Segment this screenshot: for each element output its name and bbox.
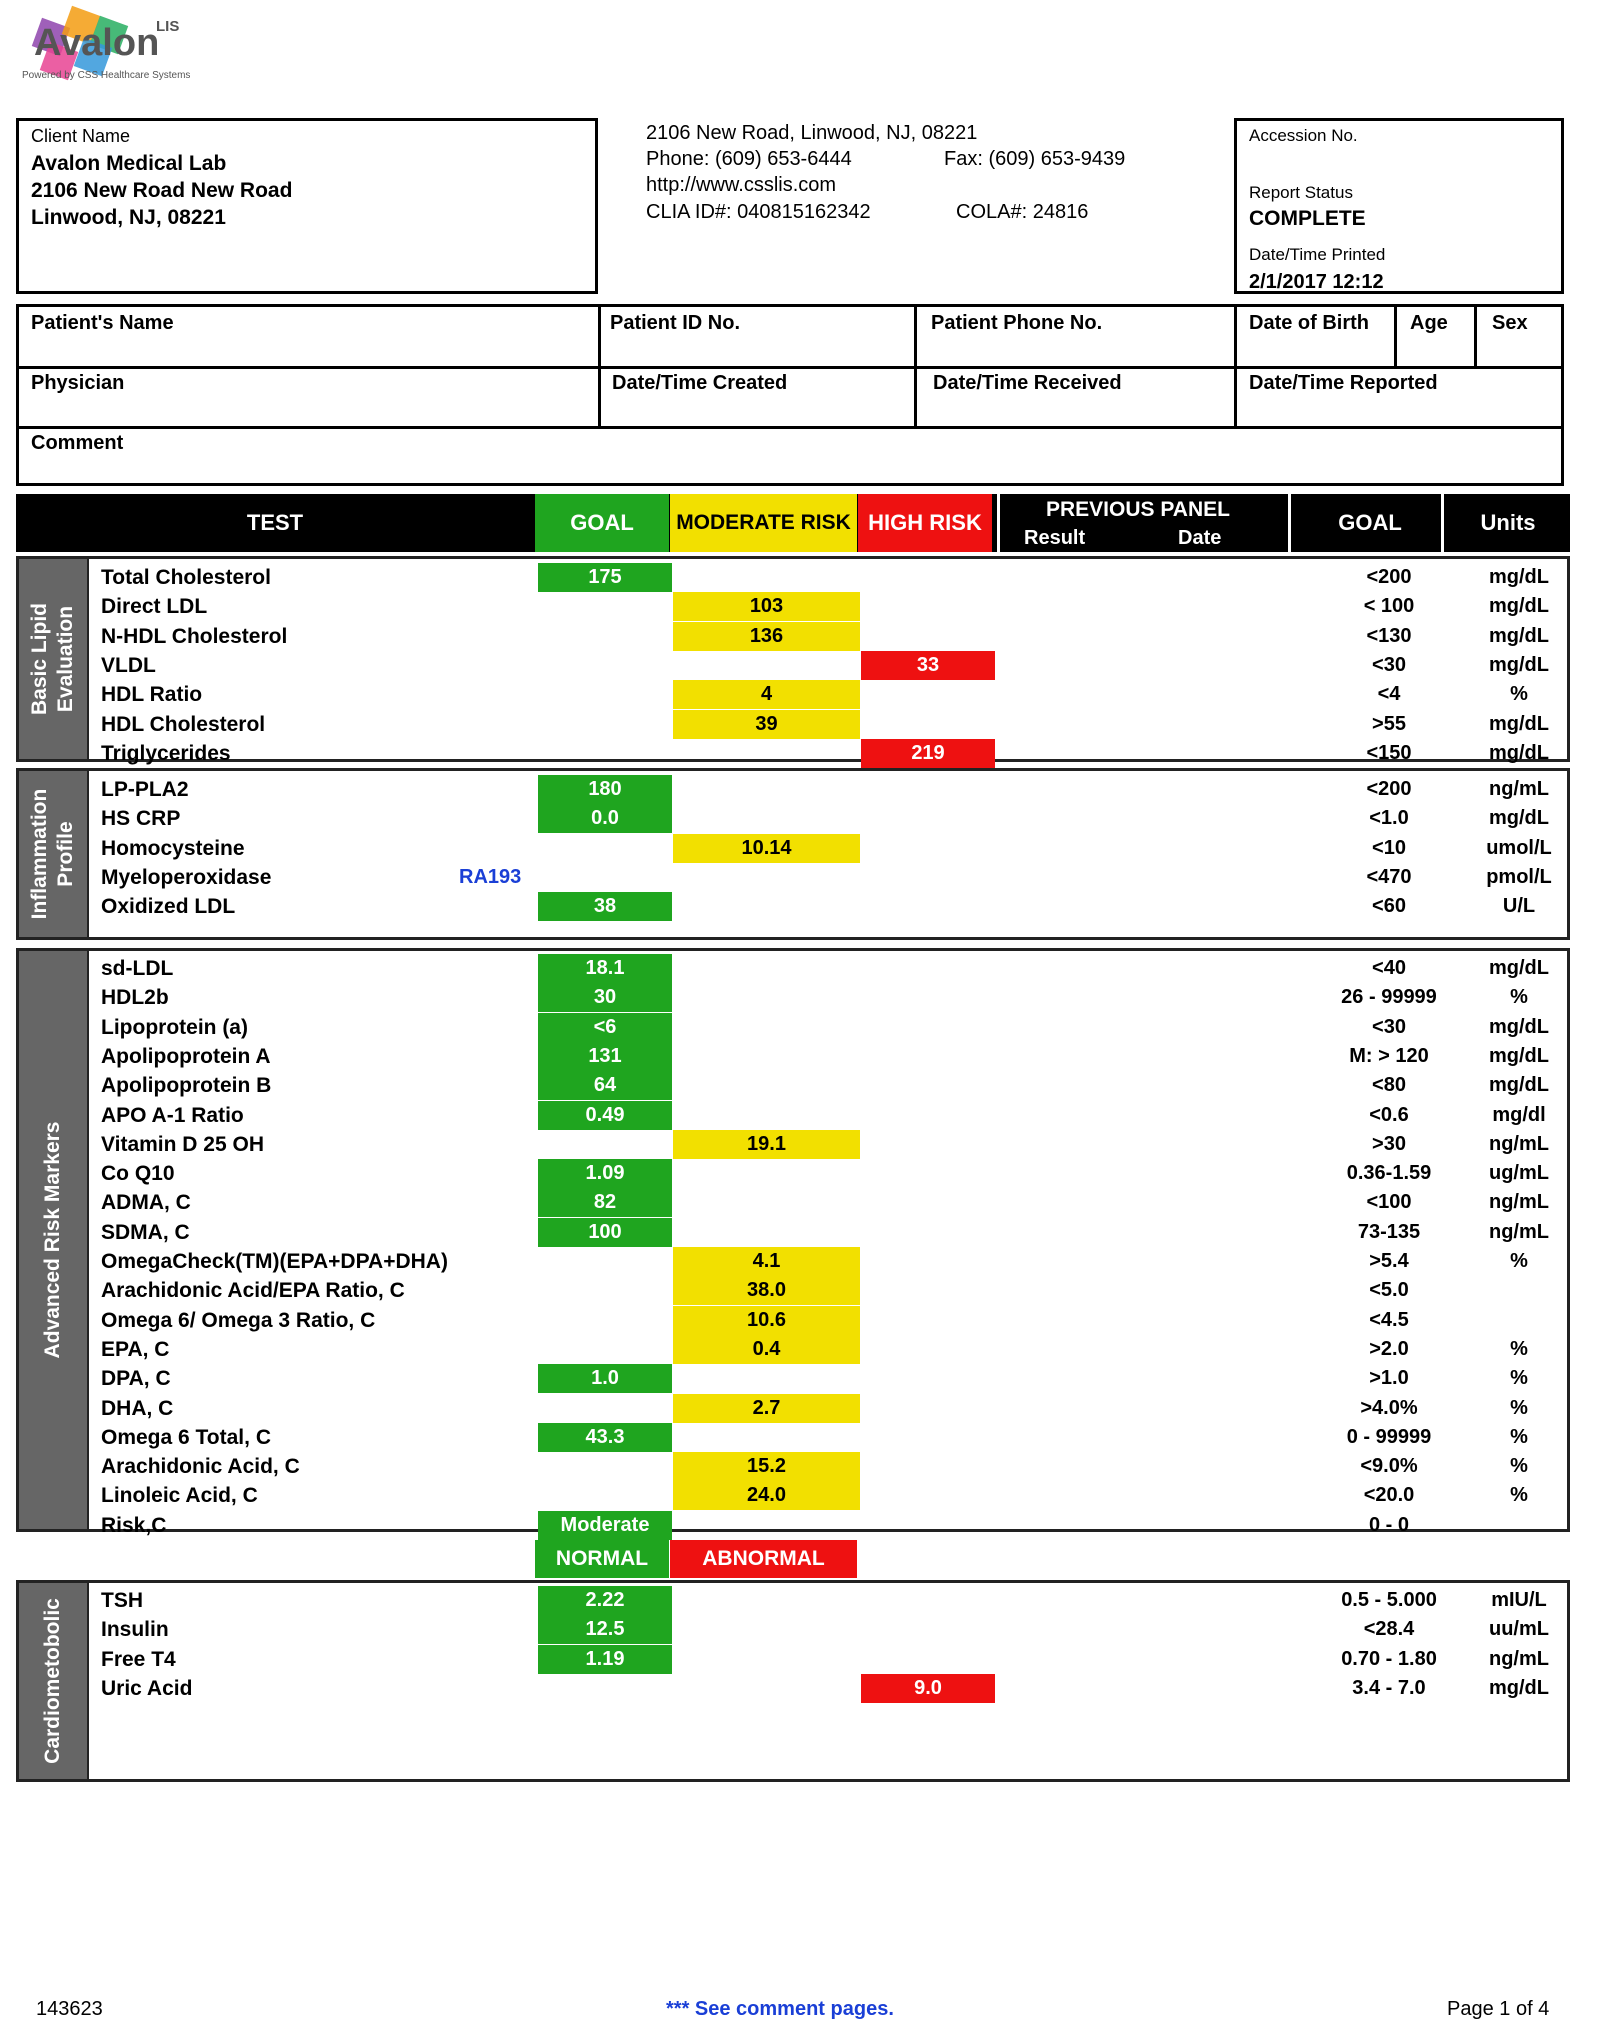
- test-name: HDL Cholesterol: [101, 712, 266, 736]
- lab-fax: Fax: (609) 653-9439: [944, 148, 1126, 170]
- units: %: [1510, 683, 1528, 706]
- table-row: [19, 1218, 1573, 1247]
- header-divider: [1441, 494, 1444, 552]
- table-row: [19, 1159, 1573, 1188]
- table-row: [19, 1306, 1573, 1335]
- test-name: Apolipoprotein B: [101, 1074, 272, 1098]
- reference-range: >2.0: [1369, 1337, 1409, 1360]
- goal-result: 1.19: [538, 1645, 672, 1674]
- dob-label: Date of Birth: [1249, 312, 1369, 334]
- units: mg/dL: [1489, 1074, 1549, 1097]
- reference-range: <200: [1366, 778, 1412, 800]
- normal-label: NORMAL: [535, 1540, 669, 1578]
- table-row: [19, 1101, 1573, 1130]
- table-row: [19, 1071, 1573, 1100]
- moderate-result: 4.1: [673, 1247, 860, 1276]
- test-name: Lipoprotein (a): [101, 1015, 248, 1039]
- goal-result: 175: [538, 563, 672, 592]
- reference-range: <10: [1372, 836, 1406, 859]
- units: ng/mL: [1489, 1647, 1549, 1670]
- units: mg/dL: [1489, 807, 1549, 830]
- units: mg/dL: [1489, 624, 1549, 647]
- goal-result: 180: [538, 775, 672, 804]
- units: %: [1510, 1396, 1528, 1419]
- test-name: Triglycerides: [101, 741, 231, 765]
- test-name: Direct LDL: [101, 595, 208, 619]
- reference-range: M: > 120: [1349, 1044, 1429, 1067]
- units: ug/mL: [1489, 1162, 1549, 1185]
- table-row: [19, 592, 1573, 621]
- logo-superscript: LIS: [156, 18, 180, 35]
- test-name: Apolipoprotein A: [101, 1044, 271, 1068]
- units: %: [1510, 1484, 1528, 1507]
- grid-line: [1394, 307, 1397, 366]
- table-row: [19, 1042, 1573, 1071]
- units: uu/mL: [1489, 1618, 1549, 1641]
- reference-range: <9.0%: [1360, 1455, 1418, 1478]
- patient-grid: [16, 304, 1564, 486]
- client-label: Client Name: [31, 126, 131, 146]
- header-test: TEST: [246, 510, 304, 535]
- test-name: Risk,C: [101, 1513, 167, 1537]
- client-box: [16, 118, 598, 294]
- goal-result: <6: [538, 1013, 672, 1042]
- reference-range: <60: [1372, 895, 1406, 918]
- footer-id: 143623: [36, 1998, 103, 2020]
- table-row: [19, 739, 1573, 768]
- table-row: [19, 622, 1573, 651]
- test-name: DPA, C: [101, 1367, 171, 1391]
- reference-range: <1.0: [1369, 807, 1409, 830]
- reference-range: 0.5 - 5.000: [1341, 1589, 1437, 1611]
- reference-range: <28.4: [1363, 1618, 1415, 1641]
- goal-result: 1.0: [538, 1364, 672, 1393]
- moderate-result: 38.0: [673, 1276, 860, 1305]
- test-name: SDMA, C: [101, 1220, 190, 1244]
- goal-result: 131: [538, 1042, 672, 1071]
- reference-range: <100: [1366, 1191, 1412, 1214]
- header-result: Result: [1024, 527, 1086, 549]
- moderate-result: 136: [673, 622, 860, 651]
- test-name: Arachidonic Acid/EPA Ratio, C: [101, 1279, 405, 1303]
- group-label: Cardiometobolic: [41, 1598, 64, 1764]
- reference-range: 0.70 - 1.80: [1341, 1647, 1437, 1670]
- test-name: Free T4: [101, 1647, 176, 1671]
- logo-name: Avalon: [34, 22, 160, 64]
- moderate-result: 10.6: [673, 1306, 860, 1335]
- test-name: Oxidized LDL: [101, 895, 236, 919]
- reference-range: <30: [1372, 653, 1406, 676]
- grid-line: [1234, 307, 1237, 426]
- header-divider: [1288, 494, 1291, 552]
- reference-range: <470: [1366, 865, 1412, 888]
- test-name: DHA, C: [101, 1396, 174, 1420]
- units: mg/dL: [1489, 653, 1549, 676]
- units: umol/L: [1486, 836, 1552, 859]
- test-name: EPA, C: [101, 1337, 170, 1361]
- test-name: Homocysteine: [101, 836, 245, 860]
- header-divider: [997, 494, 1000, 552]
- goal-result: 0.49: [538, 1101, 672, 1130]
- header-moderate: MODERATE RISK: [670, 494, 857, 552]
- goal-result: 30: [538, 983, 672, 1012]
- table-row: [19, 834, 1573, 863]
- table-row: [19, 1335, 1573, 1364]
- lab-url[interactable]: http://www.csslis.com: [646, 174, 837, 196]
- test-name: ADMA, C: [101, 1191, 191, 1215]
- reference-range: <0.6: [1369, 1103, 1409, 1126]
- lab-phone: Phone: (609) 653-6444: [646, 148, 852, 170]
- group-1: [16, 768, 1570, 940]
- reference-range: 73-135: [1357, 1220, 1421, 1243]
- header-goal2: GOAL: [1338, 510, 1402, 535]
- lab-address: 2106 New Road, Linwood, NJ, 08221: [646, 122, 978, 144]
- comment-label: Comment: [31, 432, 124, 454]
- physician-label: Physician: [31, 372, 125, 394]
- logo-tagline: Powered by CSS Healthcare Systems: [22, 70, 191, 81]
- patient-name-label: Patient's Name: [31, 312, 174, 334]
- header-goal: GOAL: [535, 494, 669, 552]
- reference-range: >55: [1372, 712, 1406, 735]
- reference-range: <4.5: [1369, 1308, 1409, 1331]
- test-name: HDL2b: [101, 986, 169, 1010]
- client-address1: 2106 New Road New Road: [31, 179, 293, 202]
- reference-range: >5.4: [1369, 1250, 1409, 1272]
- group-0: [16, 556, 1570, 765]
- reference-range: 0.36-1.59: [1346, 1162, 1432, 1185]
- table-row: [19, 1013, 1573, 1042]
- reference-range: <130: [1366, 624, 1412, 647]
- high-result: 9.0: [861, 1674, 995, 1703]
- goal-result: 43.3: [538, 1423, 672, 1452]
- test-name: Vitamin D 25 OH: [101, 1132, 264, 1156]
- test-name: Uric Acid: [101, 1676, 193, 1700]
- goal-result: 2.22: [538, 1586, 672, 1615]
- units: %: [1510, 986, 1528, 1009]
- group-label: Advanced Risk Markers: [41, 1121, 64, 1359]
- moderate-result: 10.14: [673, 834, 860, 863]
- units: [1449, 1276, 1589, 1305]
- moderate-result: 19.1: [673, 1130, 860, 1159]
- table-row: [19, 1452, 1573, 1481]
- units: %: [1510, 1425, 1528, 1448]
- table-row: [19, 983, 1573, 1012]
- table-row: [19, 1586, 1573, 1615]
- table-row: [19, 1247, 1573, 1276]
- patient-phone-label: Patient Phone No.: [931, 312, 1103, 334]
- table-row: [19, 680, 1573, 709]
- units: ng/mL: [1489, 778, 1549, 800]
- abnormal-label: ABNORMAL: [670, 1540, 857, 1578]
- group-label: Inflammation Profile: [28, 788, 77, 920]
- moderate-result: 24.0: [673, 1481, 860, 1510]
- client-address2: Linwood, NJ, 08221: [31, 206, 226, 229]
- goal-result: 1.09: [538, 1159, 672, 1188]
- units: ng/mL: [1489, 1191, 1549, 1214]
- goal-result: 100: [538, 1218, 672, 1247]
- reference-range: <30: [1372, 1015, 1406, 1038]
- reported-label: Date/Time Reported: [1249, 372, 1438, 394]
- grid-line: [598, 307, 601, 426]
- goal-result: 12.5: [538, 1615, 672, 1644]
- table-row: [19, 710, 1573, 739]
- grid-line: [1474, 307, 1477, 366]
- reference-range: < 100: [1363, 595, 1415, 618]
- table-row: [19, 1615, 1573, 1644]
- lab-clia: CLIA ID#: 040815162342: [646, 201, 871, 223]
- test-name: Omega 6/ Omega 3 Ratio, C: [101, 1308, 376, 1332]
- units: [1449, 1511, 1589, 1540]
- table-row: [19, 1130, 1573, 1159]
- goal-result: 82: [538, 1188, 672, 1217]
- grid-line: [19, 426, 1561, 429]
- moderate-result: 0.4: [673, 1335, 860, 1364]
- reference-range: 3.4 - 7.0: [1352, 1676, 1426, 1699]
- units: mIU/L: [1491, 1589, 1547, 1611]
- test-name: Omega 6 Total, C: [101, 1425, 271, 1449]
- units: mg/dL: [1489, 595, 1549, 618]
- reference-range: <40: [1372, 957, 1406, 979]
- header-high: HIGH RISK: [858, 494, 992, 552]
- reference-range: <80: [1372, 1074, 1406, 1097]
- table-row: [19, 804, 1573, 833]
- test-name: Linoleic Acid, C: [101, 1484, 258, 1508]
- test-name: APO A-1 Ratio: [101, 1103, 244, 1127]
- table-row: [19, 563, 1573, 592]
- header-date: Date: [1178, 527, 1222, 549]
- client-name: Avalon Medical Lab: [31, 152, 227, 175]
- grid-line: [19, 366, 1561, 369]
- logo: [20, 6, 190, 86]
- group-2: [16, 948, 1570, 1537]
- test-name: HDL Ratio: [101, 683, 203, 707]
- reference-range: <5.0: [1369, 1279, 1409, 1302]
- units: mg/dL: [1489, 741, 1549, 764]
- units: %: [1510, 1337, 1528, 1360]
- units: mg/dL: [1489, 1676, 1549, 1699]
- test-extra-code: RA193: [459, 865, 522, 888]
- table-row: [19, 892, 1573, 921]
- test-name: sd-LDL: [101, 957, 174, 980]
- report-status-label: Report Status: [1249, 183, 1353, 202]
- reference-range: 0 - 0: [1368, 1513, 1410, 1536]
- accession-label: Accession No.: [1249, 126, 1358, 145]
- printed-label: Date/Time Printed: [1249, 245, 1386, 264]
- reference-range: 0 - 99999: [1346, 1425, 1432, 1448]
- table-row: [19, 775, 1573, 804]
- goal-result: 38: [538, 892, 672, 921]
- reference-range: <200: [1366, 566, 1412, 588]
- table-row: [19, 1511, 1573, 1540]
- reference-range: 26 - 99999: [1341, 986, 1437, 1009]
- reference-range: <4: [1377, 683, 1401, 706]
- units: ng/mL: [1489, 1220, 1549, 1243]
- group-label: Basic Lipid Evaluation: [28, 602, 77, 716]
- table-row: [19, 1394, 1573, 1423]
- units: %: [1510, 1367, 1528, 1390]
- units: mg/dL: [1489, 712, 1549, 735]
- units: mg/dL: [1489, 957, 1549, 979]
- grid-line: [914, 307, 917, 426]
- units: %: [1510, 1250, 1528, 1272]
- table-row: [19, 1674, 1573, 1703]
- goal-result: 18.1: [538, 954, 672, 983]
- created-label: Date/Time Created: [612, 372, 788, 394]
- reference-range: <150: [1366, 741, 1412, 764]
- table-row: [19, 651, 1573, 680]
- test-name: Myeloperoxidase: [101, 865, 272, 889]
- moderate-result: 2.7: [673, 1394, 860, 1423]
- moderate-result: 103: [673, 592, 860, 621]
- footer-note: *** See comment pages.: [666, 1998, 894, 2020]
- moderate-result: 4: [673, 680, 860, 709]
- reference-range: >4.0%: [1360, 1396, 1418, 1419]
- table-row: [19, 954, 1573, 983]
- reference-range: >1.0: [1369, 1367, 1409, 1390]
- moderate-result: 39: [673, 710, 860, 739]
- patient-id-label: Patient ID No.: [610, 312, 741, 334]
- reference-range: >30: [1372, 1132, 1406, 1155]
- table-row: [19, 1188, 1573, 1217]
- test-name: Total Cholesterol: [101, 566, 271, 589]
- test-name: N-HDL Cholesterol: [101, 624, 288, 648]
- test-name: VLDL: [101, 653, 156, 677]
- report-status: COMPLETE: [1249, 207, 1366, 230]
- moderate-result: 15.2: [673, 1452, 860, 1481]
- units: %: [1510, 1455, 1528, 1478]
- header-previous: PREVIOUS PANEL: [1046, 498, 1230, 521]
- test-name: LP-PLA2: [101, 778, 189, 801]
- table-row: [19, 1276, 1573, 1305]
- test-name: Arachidonic Acid, C: [101, 1455, 300, 1479]
- test-name: Co Q10: [101, 1162, 175, 1186]
- table-row: [19, 1645, 1573, 1674]
- units: U/L: [1502, 895, 1536, 918]
- table-row: [19, 1423, 1573, 1452]
- printed-date: 2/1/2017 12:12: [1249, 271, 1384, 293]
- goal-result: Moderate: [538, 1511, 672, 1540]
- goal-result: 0.0: [538, 804, 672, 833]
- units: ng/mL: [1489, 1132, 1549, 1155]
- reference-range: <20.0: [1363, 1484, 1415, 1507]
- age-label: Age: [1410, 312, 1448, 334]
- units: mg/dL: [1489, 1044, 1549, 1067]
- units: mg/dL: [1489, 1015, 1549, 1038]
- units: mg/dl: [1492, 1103, 1546, 1126]
- units: mg/dL: [1489, 566, 1549, 588]
- high-result: 219: [861, 739, 995, 768]
- lab-cola: COLA#: 24816: [956, 201, 1089, 223]
- units: [1449, 1306, 1589, 1335]
- test-name: Insulin: [101, 1618, 169, 1642]
- table-row: [19, 1481, 1573, 1510]
- test-name: HS CRP: [101, 807, 181, 831]
- group-3: [16, 1580, 1570, 1782]
- high-result: 33: [861, 651, 995, 680]
- goal-result: 64: [538, 1071, 672, 1100]
- received-label: Date/Time Received: [933, 372, 1122, 394]
- header-units: Units: [1480, 510, 1536, 535]
- table-row: [19, 1364, 1573, 1393]
- test-name: TSH: [101, 1589, 143, 1612]
- report-box: [1234, 118, 1564, 294]
- test-name: OmegaCheck(TM)(EPA+DPA+DHA): [101, 1250, 448, 1273]
- units: pmol/L: [1486, 865, 1552, 888]
- table-row: [19, 863, 1573, 892]
- sex-label: Sex: [1492, 312, 1528, 334]
- footer-page: Page 1 of 4: [1447, 1998, 1550, 2020]
